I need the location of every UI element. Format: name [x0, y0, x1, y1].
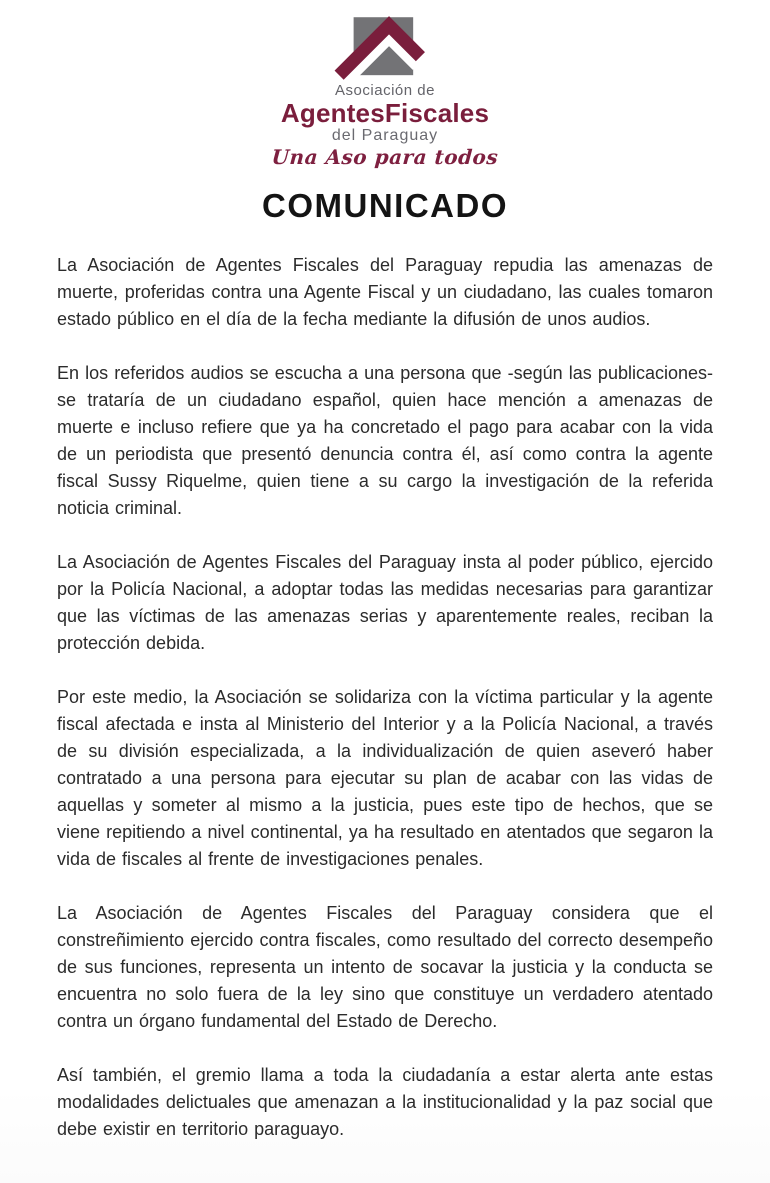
org-name-prefix: Asociación de [335, 82, 435, 99]
paragraph: La Asociación de Agentes Fiscales del Paraguay considera que el constreñimiento ejercido contra fiscales, como resultado del correcto desempeño de sus funciones, representa un intento de socavar la justicia y la conducta se encuentra no solo fuera de la ley sino que constituye un verdadero atentado contra un órgano fundamental del Estado de Derecho. [57, 903, 713, 1031]
org-name-suffix: del Paraguay [331, 127, 439, 144]
paragraph: Por este medio, la Asociación se solidariza con la víctima particular y la agente fiscal afectada e insta al Ministerio del Interior y a la Policía Nacional, a través de su división especializada, a la individualización de quien aseveró haber contratado a una persona para ejecutar su plan de acabar con las vidas de aquellas y someter al mismo a la justicia, pues este tipo de hechos, que se viene repitiendo a nivel continental, ya ha resultado en atentados que segaron la vida de fiscales al frente de investigaciones penales. [57, 687, 713, 869]
communique-body [57, 252, 713, 1143]
organization-logo [57, 14, 713, 169]
paragraph: La Asociación de Agentes Fiscales del Paraguay repudia las amenazas de muerte, proferidas contra una Agente Fiscal y un ciudadano, las cuales tomaron estado público en el día de la fecha mediante la difusión de unos audios. [57, 255, 713, 329]
org-name: AgentesFiscales [280, 98, 490, 128]
paragraph: La Asociación de Agentes Fiscales del Paraguay insta al poder público, ejercido por la Policía Nacional, a adoptar todas las medidas necesarias para garantizar que las víctimas de las amenazas serias y aparentemente reales, reciban la protección debida. [57, 552, 713, 653]
page-title: COMUNICADO [262, 187, 508, 224]
org-slogan: Una Aso para todos [270, 145, 500, 169]
paragraph: En los referidos audios se escucha a una persona que -según las publicaciones- se trataría de un ciudadano español, quien hace mención a amenazas de muerte e incluso refiere que ya ha concretado el pago para acabar con la vida de un periodista que presentó denuncia contra él, así como contra la agente fiscal Sussy Riquelme, quien tiene a su cargo la investigación de la referida noticia criminal. [57, 363, 713, 518]
paragraph: Así también, el gremio llama a toda la ciudadanía a estar alerta ante estas modalidades delictuales que amenazan a la institucionalidad y la paz social que debe existir en territorio paraguayo. [57, 1065, 713, 1139]
roof-chevron-logo-icon [324, 14, 446, 80]
